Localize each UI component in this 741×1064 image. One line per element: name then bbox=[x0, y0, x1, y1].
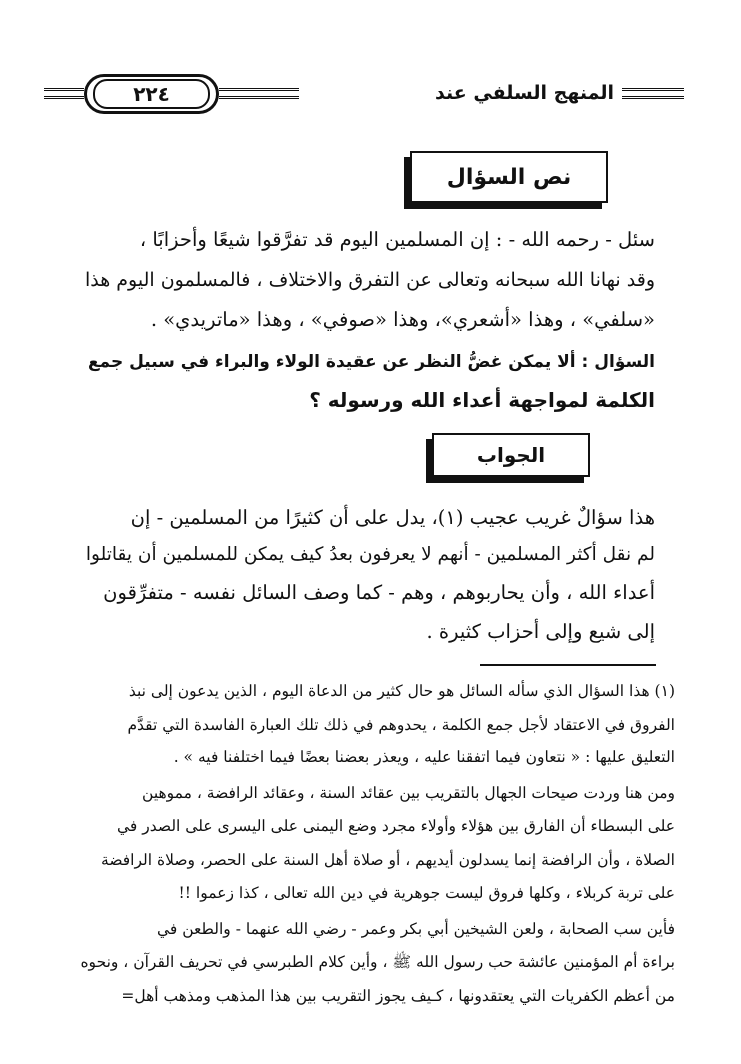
footnote-line: على البسطاء أن الفارق بين هؤلاء وأولاء مجرد وضع اليمنى على اليسرى على الصدر في bbox=[117, 817, 675, 835]
page-number: ٢٢٤ bbox=[93, 79, 210, 109]
running-header bbox=[44, 74, 684, 122]
footnote-line: براءة أم المؤمنين عائشة حب رسول الله ﷺ ، وأين كلام الطبرسي في تحريف القرآن ، ونحوه bbox=[80, 953, 675, 971]
question-line: الكلمة لمواجهة أعداء الله ورسوله ؟ bbox=[309, 388, 655, 412]
body-line: لم نقل أكثر المسلمين - أنهم لا يعرفون بعدُ كيف يمكن للمسلمين أن يقاتلوا bbox=[85, 544, 655, 565]
body-line: إلى شيع وإلى أحزاب كثيرة . bbox=[426, 620, 655, 643]
footnote-line: ومن هنا وردت صيحات الجهال بالتقريب بين عقائد السنة ، وعقائد الرافضة ، مموهين bbox=[142, 784, 675, 802]
answer-heading: الجواب bbox=[432, 433, 590, 477]
body-line: وقد نهانا الله سبحانه وتعالى عن التفرق والاختلاف ، فالمسلمون اليوم هذا bbox=[84, 269, 655, 291]
page-number-frame bbox=[84, 74, 219, 114]
footnote-line: (١) هذا السؤال الذي سأله السائل هو حال كثير من الدعاة اليوم ، الذين يدعون إلى نبذ bbox=[128, 682, 675, 700]
body-line: «سلفي» ، وهذا «أشعري»، وهذا «صوفي» ، وهذا «ماتريدي» . bbox=[150, 308, 655, 331]
footnote-separator bbox=[480, 664, 656, 666]
body-line: أعداء الله ، وأن يحاربوهم ، وهم - كما وصف السائل نفسه - متفرِّقون bbox=[103, 581, 655, 604]
footnote-line: من أعظم الكفريات التي يعتقدونها ، كـيف يجوز التقريب بين هذا المذهب ومذهب أهل= bbox=[121, 987, 675, 1005]
question-line: السؤال : ألا يمكن غضُّ النظر عن عقيدة الولاء والبراء في سبيل جمع bbox=[87, 352, 655, 372]
header-rule bbox=[44, 88, 84, 99]
footnote-line: التعليق عليها : « نتعاون فيما اتفقنا عليه ، ويعذر بعضنا بعضًا فيما اختلفنا فيه » . bbox=[173, 748, 675, 766]
header-rule bbox=[219, 88, 299, 99]
footnote-line: على تربة كربلاء ، وكلها فروق ليست جوهرية في دين الله تعالى ، كذا زعموا !! bbox=[178, 884, 675, 902]
question-heading: نص السؤال bbox=[410, 151, 608, 203]
footnote-line: الفروق في الاعتقاد لأجل جمع الكلمة ، يحدوهم في ذلك تلك العبارة الفاسدة التي تقدَّم bbox=[127, 716, 675, 734]
header-rule bbox=[622, 88, 684, 99]
footnote-line: فأين سب الصحابة ، ولعن الشيخين أبي بكر وعمر - رضي الله عنهما - والطعن في bbox=[157, 920, 675, 938]
footnote-line: الصلاة ، وأن الرافضة إنما يسدلون أيديهم ، أو صلاة أهل السنة على الحصر، وصلاة الرافضة bbox=[101, 851, 675, 869]
header-title: المنهج السلفي عند bbox=[435, 82, 614, 104]
body-line: سئل - رحمه الله - : إن المسلمين اليوم قد تفرَّقوا شيعًا وأحزابًا ، bbox=[139, 228, 655, 251]
body-line: هذا سؤالٌ غريب عجيب (١)، يدل على أن كثيرًا من المسلمين - إن bbox=[130, 506, 655, 529]
